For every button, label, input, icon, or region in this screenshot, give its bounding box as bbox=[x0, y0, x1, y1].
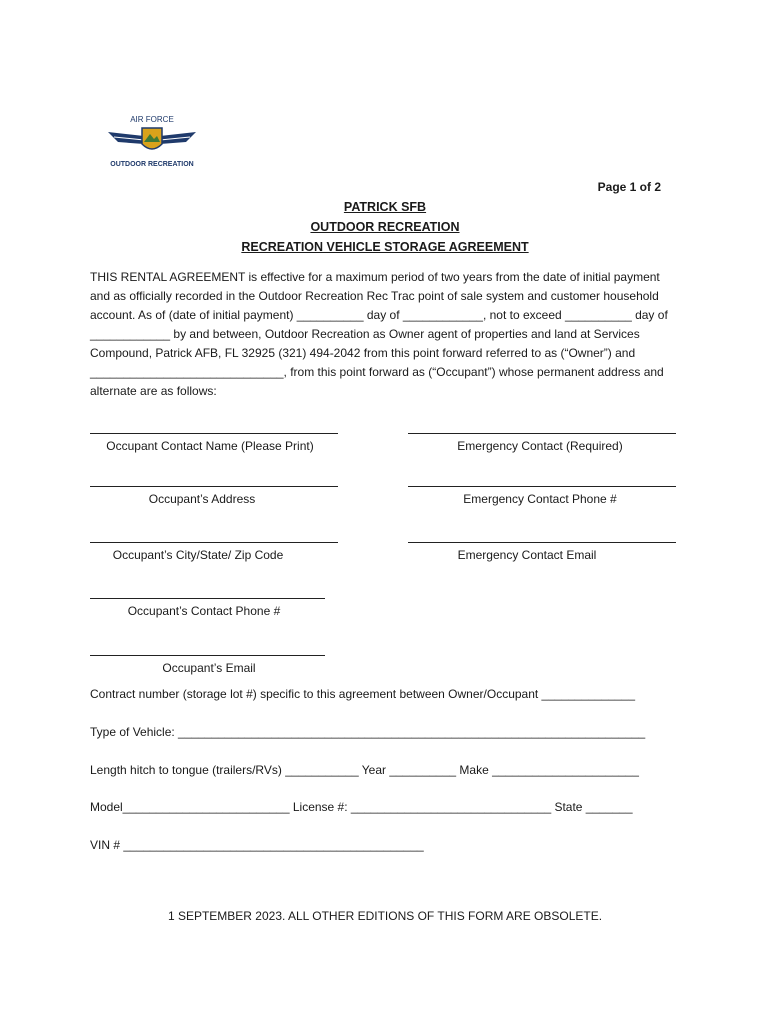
title-line-1: PATRICK SFB bbox=[343, 200, 427, 214]
vin-field[interactable]: VIN # _____________________________________________ bbox=[90, 838, 424, 852]
emergency-email-line[interactable] bbox=[408, 542, 676, 543]
title-line-3: RECREATION VEHICLE STORAGE AGREEMENT bbox=[241, 240, 529, 254]
logo-bottom-text: OUTDOOR RECREATION bbox=[110, 161, 194, 168]
contract-number-field[interactable]: Contract number (storage lot #) specific to this agreement between Owner/Occupant ______________ bbox=[90, 687, 635, 701]
emergency-contact-label: Emergency Contact (Required) bbox=[457, 439, 623, 453]
model-license-state-field[interactable]: Model_________________________ License #: ______________________________ State _______ bbox=[90, 800, 633, 814]
logo-top-text: AIR FORCE bbox=[130, 115, 174, 124]
occupant-name-label: Occupant Contact Name (Please Print) bbox=[106, 439, 314, 453]
length-year-make-field[interactable]: Length hitch to tongue (trailers/RVs) ___________ Year __________ Make ______________________ bbox=[90, 763, 639, 777]
vehicle-type-field[interactable]: Type of Vehicle: ______________________________________________________________________ bbox=[90, 725, 646, 739]
occupant-email-label: Occupant’s Email bbox=[162, 661, 256, 675]
occupant-name-line[interactable] bbox=[90, 433, 338, 434]
emergency-phone-line[interactable] bbox=[408, 486, 676, 487]
emergency-email-label: Emergency Contact Email bbox=[457, 548, 597, 562]
occupant-address-label: Occupant’s Address bbox=[148, 492, 256, 506]
occupant-phone-label: Occupant’s Contact Phone # bbox=[127, 604, 281, 618]
intro-paragraph: THIS RENTAL AGREEMENT is effective for a maximum period of two years from the date of initial payment and as officially recorded in the Outdoor Recreation Rec Trac point of sale system and customer household account. As of (date of initial payment) __________ day of ____________, not to exceed __________ day of ____________ by and between, Outdoor Recreation as Owner agent of properties and land at Services Compound, Patrick AFB, FL 32925 (321) 494-2042 from this point forward referred to as (“Owner”) and _____________________________, from this point forward as (“Occupant”) whose permanent address and alternate are as follows: bbox=[90, 270, 668, 398]
occupant-phone-line[interactable] bbox=[90, 598, 325, 599]
emergency-phone-label: Emergency Contact Phone # bbox=[463, 492, 617, 506]
title-line-2: OUTDOOR RECREATION bbox=[310, 220, 460, 234]
form-edition-footer: 1 SEPTEMBER 2023. ALL OTHER EDITIONS OF THIS FORM ARE OBSOLETE. bbox=[167, 909, 603, 923]
occupant-city-label: Occupant’s City/State/ Zip Code bbox=[112, 548, 284, 562]
emergency-contact-line[interactable] bbox=[408, 433, 676, 434]
occupant-email-line[interactable] bbox=[90, 655, 325, 656]
occupant-address-line[interactable] bbox=[90, 486, 338, 487]
air-force-logo bbox=[104, 112, 200, 172]
page-number: Page 1 of 2 bbox=[597, 180, 661, 194]
occupant-city-line[interactable] bbox=[90, 542, 338, 543]
